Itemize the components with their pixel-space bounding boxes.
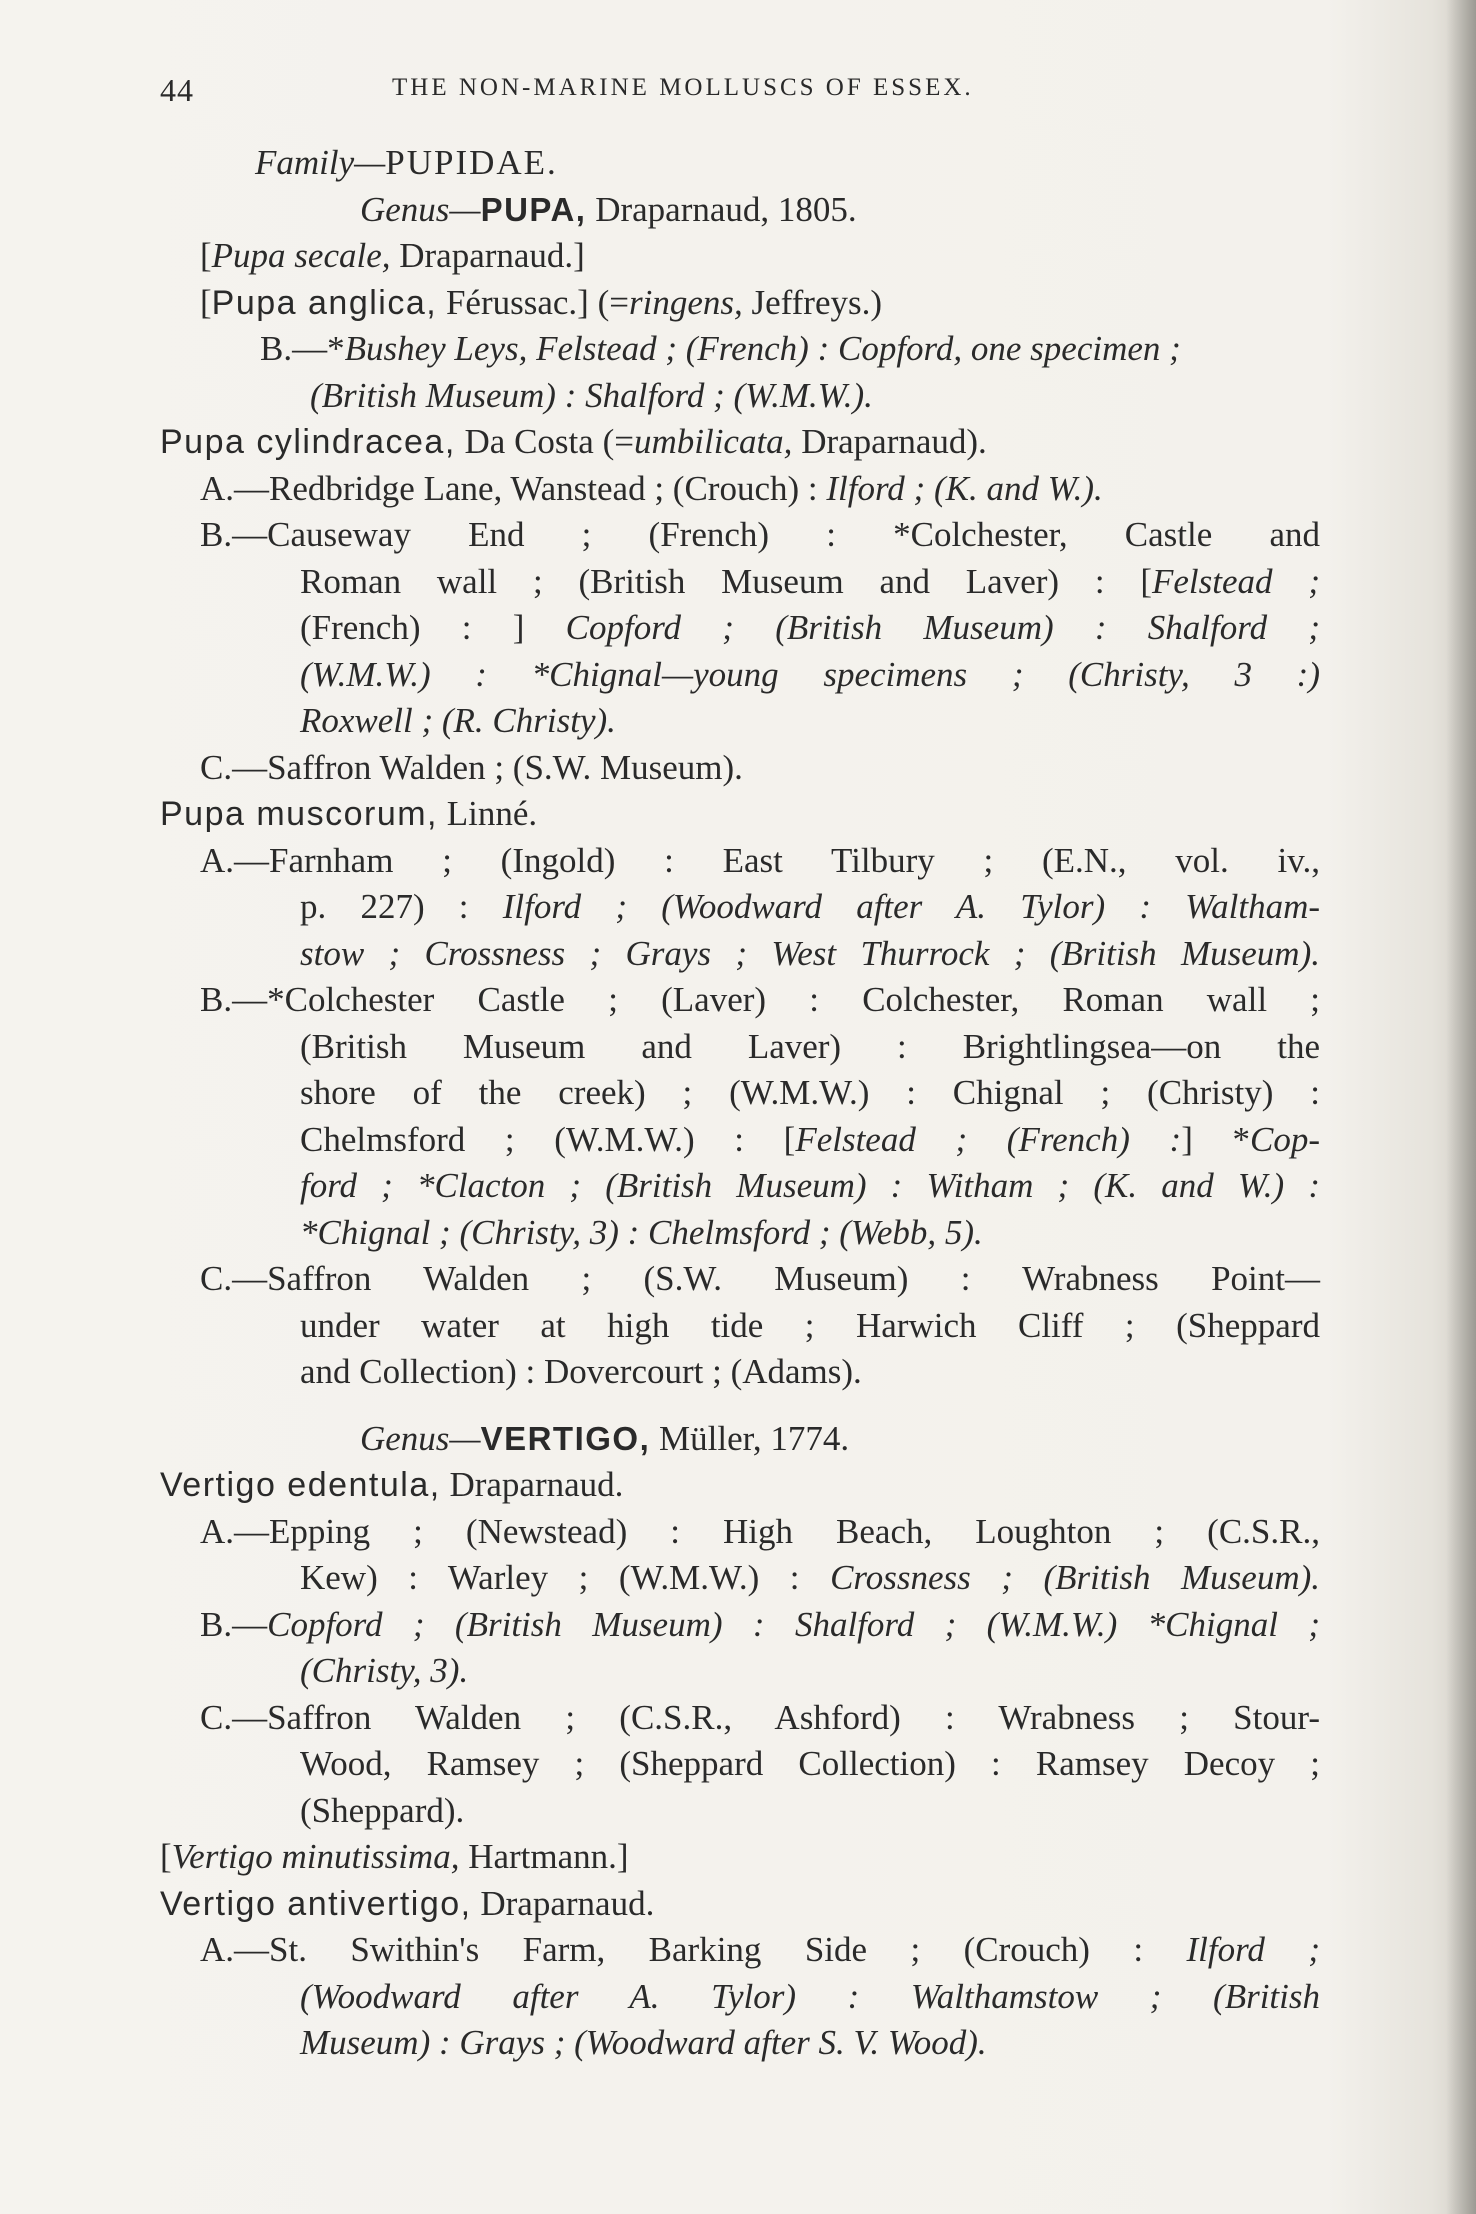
entry-line: A.—Epping ; (Newstead) : High Beach, Loughton ; (C.S.R., bbox=[200, 1511, 1320, 1551]
entry-line: (W.M.W.) : *Chignal—young specimens ; (Christy, 3 :) bbox=[300, 654, 1320, 694]
running-title: THE NON-MARINE MOLLUSCS OF ESSEX. bbox=[392, 74, 974, 101]
entry-line: ford ; *Clacton ; (British Museum) : Witham ; (K. and W.) : bbox=[300, 1166, 1320, 1205]
genus-author: Müller, 1774. bbox=[659, 1418, 850, 1458]
entry-line: B.—*Bushey Leys, Felstead ; (French) : Copford, one specimen ; bbox=[260, 329, 1181, 368]
entry-line: [Pupa secale, Draparnaud.] bbox=[200, 236, 585, 275]
family-prefix: Family— bbox=[255, 143, 386, 182]
species-heading: Vertigo antivertigo, Draparnaud. bbox=[160, 1883, 655, 1923]
entry-line: (Christy, 3). bbox=[300, 1651, 469, 1690]
entry-line: Chelmsford ; (W.M.W.) : [Felstead ; (French) :] *Cop- bbox=[300, 1119, 1320, 1159]
page-edge-shadow bbox=[1446, 0, 1476, 2214]
genus-prefix: Genus— bbox=[360, 1418, 481, 1458]
species-heading: Vertigo edentula, Draparnaud. bbox=[160, 1465, 624, 1504]
species-heading: Pupa cylindracea, Da Costa (=umbilicata, Draparnaud). bbox=[160, 422, 987, 461]
entry-line: Roxwell ; (R. Christy). bbox=[300, 701, 616, 740]
entry-line: (French) : ] Copford ; (British Museum) : Shalford ; bbox=[300, 608, 1320, 647]
entry-line: p. 227) : Ilford ; (Woodward after A. Tylor) : Waltham- bbox=[300, 887, 1320, 926]
genus-prefix: Genus— bbox=[360, 189, 481, 229]
entry-line: and Collection) : Dovercourt ; (Adams). bbox=[300, 1352, 862, 1391]
species-heading: Pupa muscorum, Linné. bbox=[160, 794, 538, 833]
genus-vertigo-heading bbox=[160, 1416, 1320, 1463]
page-number: 44 bbox=[160, 72, 194, 108]
entry-line: [Pupa anglica, Férussac.] (=ringens, Jeffreys.) bbox=[200, 282, 883, 322]
entry-line: C.—Saffron Walden ; (S.W. Museum). bbox=[200, 747, 743, 787]
genus-author: Draparnaud, 1805. bbox=[595, 189, 857, 229]
entry-line: B.—*Colchester Castle ; (Laver) : Colchester, Roman wall ; bbox=[200, 980, 1320, 1019]
entry-line: A.—Redbridge Lane, Wanstead ; (Crouch) : Ilford ; (K. and W.). bbox=[200, 468, 1103, 508]
entry-line: [Vertigo minutissima, Hartmann.] bbox=[160, 1837, 629, 1876]
entry-line: stow ; Crossness ; Grays ; West Thurrock ; (British Museum). bbox=[300, 933, 1320, 973]
entry-line: C.—Saffron Walden ; (C.S.R., Ashford) : Wrabness ; Stour- bbox=[200, 1697, 1320, 1737]
running-header bbox=[160, 72, 1320, 112]
genus-name: PUPA, bbox=[480, 190, 587, 228]
entry-line: C.—Saffron Walden ; (S.W. Museum) : Wrabness Point— bbox=[200, 1259, 1320, 1298]
entry-line: (British Museum and Laver) : Brightlingsea—on the bbox=[300, 1026, 1320, 1066]
entry-line: A.—St. Swithin's Farm, Barking Side ; (Crouch) : Ilford ; bbox=[200, 1930, 1320, 1969]
entry-line: Kew) : Warley ; (W.M.W.) : Crossness ; (British Museum). bbox=[300, 1558, 1320, 1597]
family-heading bbox=[160, 140, 1320, 187]
entry-line: (Woodward after A. Tylor) : Walthamstow ; (British bbox=[300, 1976, 1320, 2016]
page-body bbox=[160, 140, 1320, 2067]
genus-name: VERTIGO, bbox=[480, 1419, 651, 1457]
entry-line: Museum) : Grays ; (Woodward after S. V. Wood). bbox=[300, 2023, 987, 2062]
entry-line: Roman wall ; (British Museum and Laver) : [Felstead ; bbox=[300, 561, 1320, 601]
entry-line: (British Museum) : Shalford ; (W.M.W.). bbox=[310, 375, 873, 415]
entry-line: B.—Copford ; (British Museum) : Shalford ; (W.M.W.) *Chignal ; bbox=[200, 1604, 1320, 1644]
entry-line: B.—Causeway End ; (French) : *Colchester, Castle and bbox=[200, 515, 1320, 554]
family-name: PUPIDAE. bbox=[385, 143, 558, 182]
entry-line: A.—Farnham ; (Ingold) : East Tilbury ; (E.N., vol. iv., bbox=[200, 840, 1320, 880]
entry-line: Wood, Ramsey ; (Sheppard Collection) : Ramsey Decoy ; bbox=[300, 1744, 1320, 1783]
entry-line: *Chignal ; (Christy, 3) : Chelmsford ; (Webb, 5). bbox=[300, 1212, 983, 1252]
entry-line: (Sheppard). bbox=[300, 1790, 465, 1830]
genus-pupa-heading bbox=[160, 187, 1320, 234]
entry-line: under water at high tide ; Harwich Cliff ; (Sheppard bbox=[300, 1305, 1320, 1345]
entry-line: shore of the creek) ; (W.M.W.) : Chignal ; (Christy) : bbox=[300, 1073, 1320, 1112]
